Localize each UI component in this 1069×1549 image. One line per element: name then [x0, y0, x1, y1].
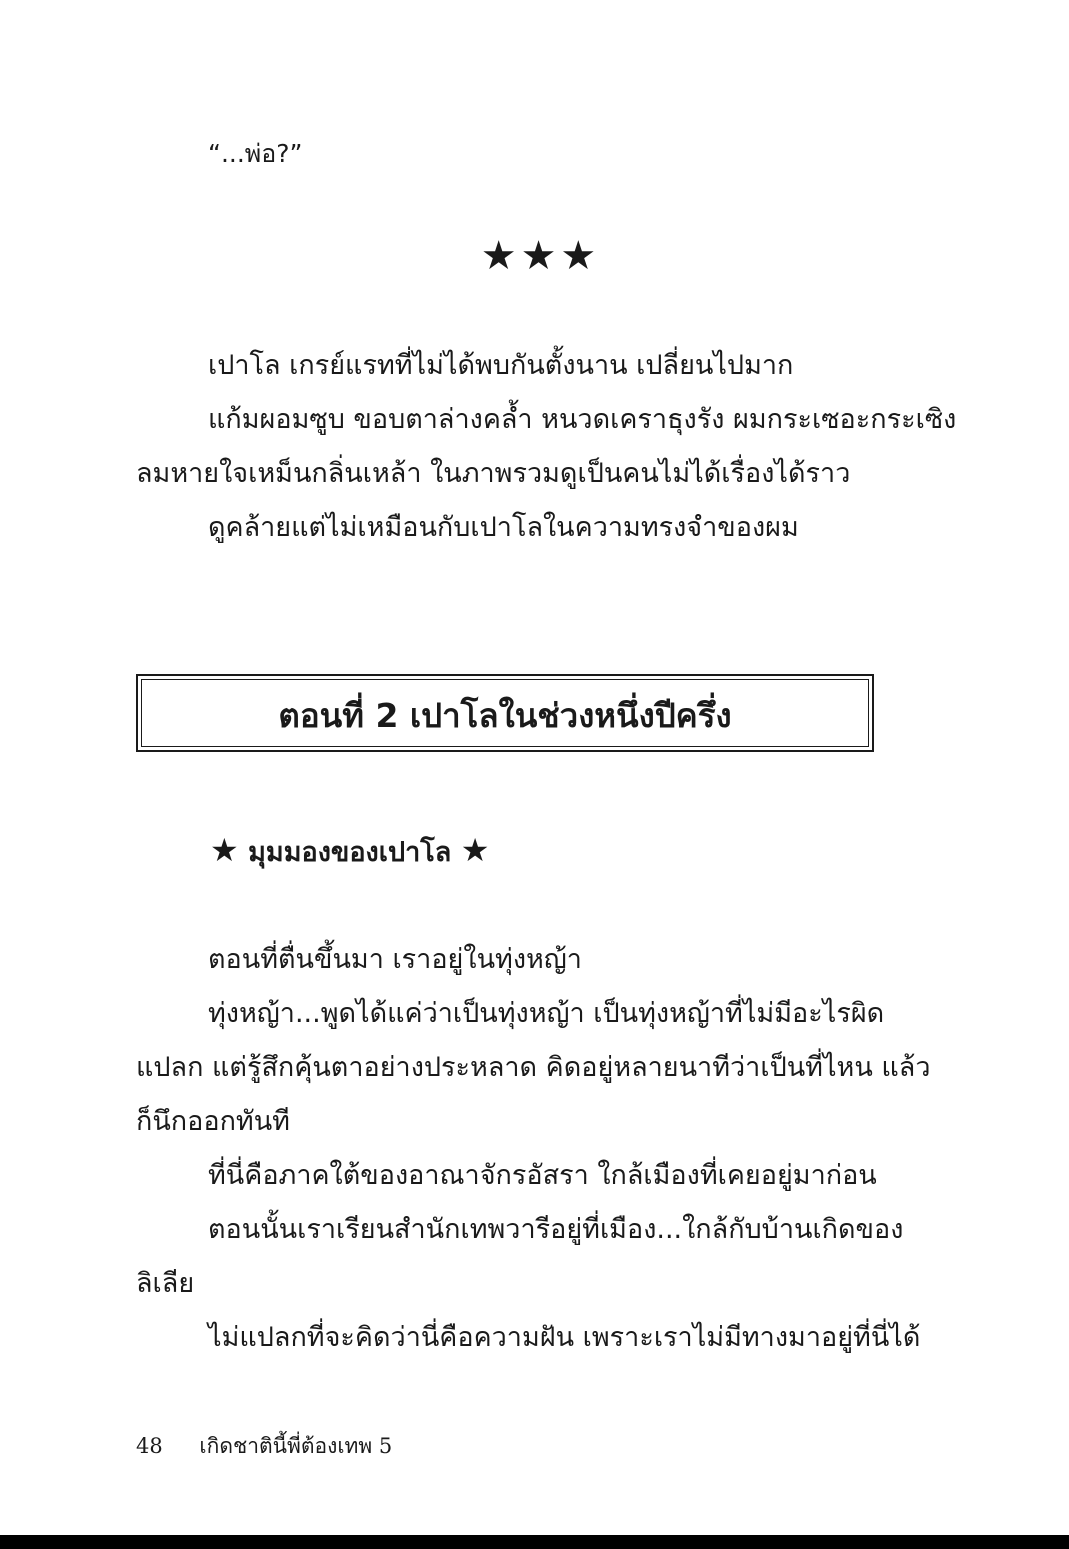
- section-heading: [210, 830, 489, 873]
- chapter-heading-box: [136, 674, 874, 752]
- paragraph-line: เปาโล เกรย์แรทที่ไม่ได้พบกันตั้งนาน เปลี่ยนไปมาก: [208, 350, 794, 381]
- quote-line: “...พ่อ?”: [208, 139, 303, 168]
- book-title: เกิดชาตินี้พี่ต้องเทพ 5: [199, 1434, 393, 1458]
- paragraph-line: ที่นี่คือภาคใต้ของอาณาจักรอัสรา ใกล้เมืองที่เคยอยู่มาก่อน: [208, 1160, 877, 1191]
- paragraph-line: ตอนนั้นเราเรียนสำนักเทพวารีอยู่ที่เมือง...ใกล้กับบ้านเกิดของ: [208, 1214, 904, 1245]
- paragraph-line: ลมหายใจเหม็นกลิ่นเหล้า ในภาพรวมดูเป็นคนไม่ได้เรื่องได้ราว: [136, 458, 851, 489]
- paragraph-line: แก้มผอมซูบ ขอบตาล่างคล้ำ หนวดเคราธุงรัง ผมกระเซอะกระเซิง: [208, 404, 957, 435]
- paragraph-line: ลิเลีย: [136, 1268, 195, 1299]
- paragraph-line: ทุ่งหญ้า...พูดได้แค่ว่าเป็นทุ่งหญ้า เป็นทุ่งหญ้าที่ไม่มีอะไรผิด: [208, 998, 885, 1029]
- page-footer: [136, 1432, 392, 1460]
- star-icon: ★: [460, 831, 490, 869]
- bottom-edge-bar: [0, 1535, 1069, 1549]
- chapter-title: ตอนที่ 2 เปาโลในช่วงหนึ่งปีครึ่ง: [278, 695, 732, 735]
- page-number: 48: [136, 1434, 163, 1458]
- section-title: มุมมองของเปาโล: [248, 837, 452, 868]
- paragraph-line: แปลก แต่รู้สึกคุ้นตาอย่างประหลาด คิดอยู่หลายนาทีว่าเป็นที่ไหน แล้ว: [136, 1052, 931, 1083]
- paragraph-line: ก็นึกออกทันที: [136, 1106, 290, 1137]
- paragraph-line: ตอนที่ตื่นขึ้นมา เราอยู่ในทุ่งหญ้า: [208, 944, 582, 975]
- paragraph-line: ไม่แปลกที่จะคิดว่านี่คือความฝัน เพราะเราไม่มีทางมาอยู่ที่นี่ได้: [208, 1322, 921, 1353]
- star-icon: ★: [210, 831, 239, 869]
- scene-divider: ★★★: [480, 233, 601, 279]
- paragraph-line: ดูคล้ายแต่ไม่เหมือนกับเปาโลในความทรงจำของผม: [208, 512, 799, 543]
